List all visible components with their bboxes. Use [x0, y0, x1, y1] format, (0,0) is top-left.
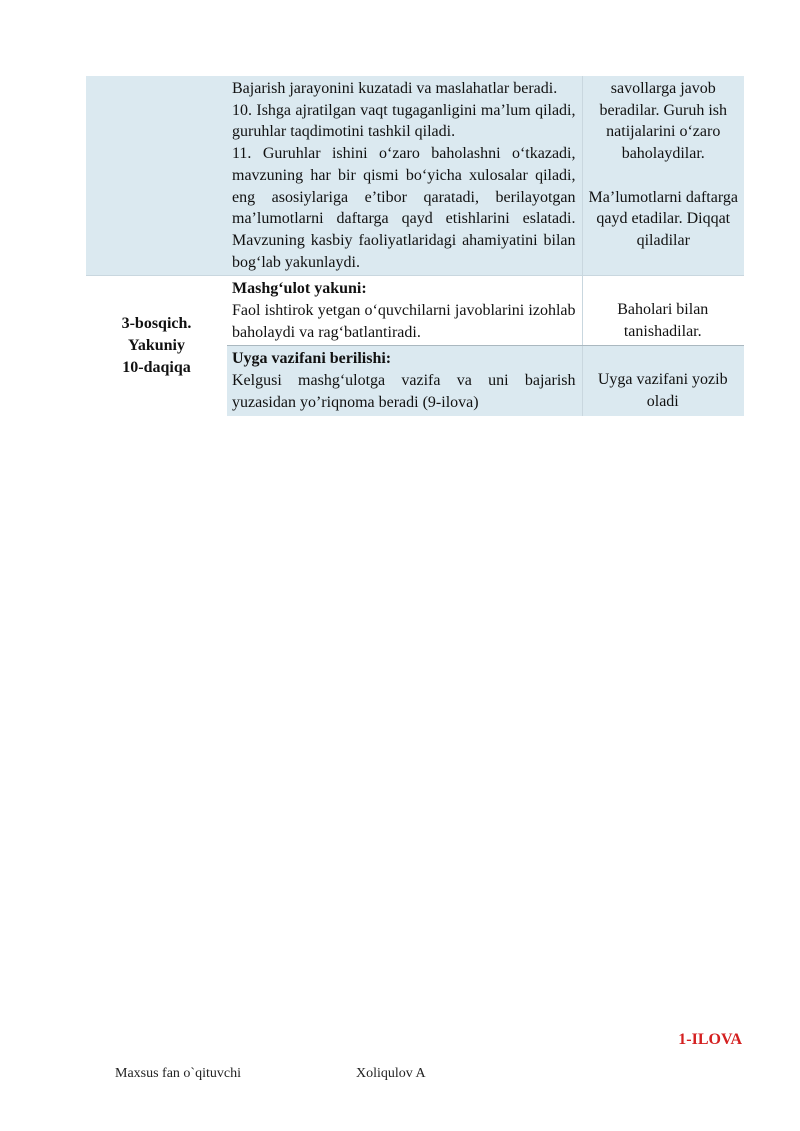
teacher-activity-cell [227, 276, 582, 346]
stage-title: 3-bosqich. [121, 314, 192, 332]
student-activity-cell [582, 276, 744, 346]
teacher-activity-cell [227, 346, 582, 416]
table-row [86, 276, 744, 346]
teacher-activity-cell [227, 76, 582, 276]
stage-cell-empty [86, 76, 227, 276]
student-activity-text: Uyga vazifani yozib oladi [597, 371, 728, 411]
teacher-activity-line: Bajarish jarayonini kuzatadi va maslahatlar beradi. [232, 80, 558, 97]
student-activity-text: Baholari bilan tanishadilar. [617, 301, 709, 341]
teacher-activity-text: Kelgusi mashg‘ulotga vazifa va uni bajarish yuzasidan yo’riqnoma beradi (9-ilova) [232, 372, 576, 411]
footer-name: Xoliqulov A [356, 1066, 426, 1081]
table-row [86, 76, 744, 276]
section-heading: Mashg‘ulot yakuni: [232, 280, 367, 298]
student-activity-text: Ma’lumotlarni daftarga qayd etadilar. Diqqat qiladilar [588, 188, 738, 249]
teacher-activity-text: Faol ishtirok yetgan o‘quvchilarni javoblarini izohlab baholaydi va rag‘batlantiradi. [232, 302, 576, 341]
lesson-plan-table [86, 76, 744, 416]
stage-label [86, 276, 227, 416]
section-heading: Uyga vazifani berilishi: [232, 350, 392, 368]
teacher-activity-line: 10. Ishga ajratilgan vaqt tugaganligini ma’lum qiladi, guruhlar taqdimotini tashkil qiladi. [232, 101, 576, 141]
student-activity-cell [582, 346, 744, 416]
footer-role: Maxsus fan o`qituvchi [115, 1066, 241, 1081]
student-activity-cell [582, 76, 744, 276]
student-activity-text: savollarga javob beradilar. Guruh ish natijalarini o‘zaro baholaydilar. [599, 80, 728, 163]
teacher-activity-line: 11. Guruhlar ishini o‘zaro baholashni o‘tkazadi, mavzuning har bir qismi bo‘yicha xulosalar qiladi, eng asosiylariga e’tibor qaratadi, berilayotgan ma’lumotlarni daftarga qayd etishlarini eslatadi. Mavzuning kasbiy faoliyatlaridagi ahamiyatini bilan bog‘lab yakunlaydi. [232, 145, 576, 271]
stage-subtitle: Yakuniy [128, 336, 185, 354]
stage-duration: 10-daqiqa [122, 358, 191, 376]
appendix-label: 1-ILOVA [678, 1031, 742, 1048]
